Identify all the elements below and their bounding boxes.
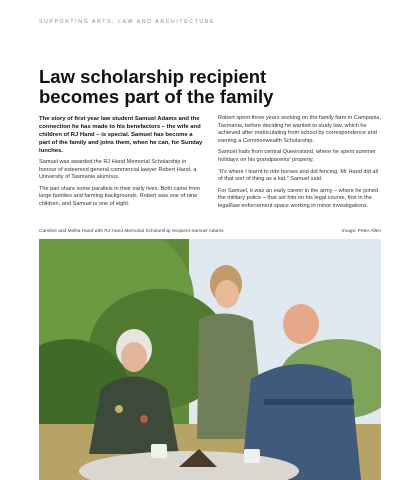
body-paragraph: For Samuel, it was an early career in the army – where he joined the military police – that set him on his legal course, first in the legal/law enforcement space working in minor investigations.	[218, 187, 379, 209]
article-headline: Law scholarship recipient becomes part of the family	[39, 66, 274, 107]
photo-illustration	[39, 239, 381, 480]
lead-paragraph: The story of first year law student Samuel Adams and the connection he has made to his benefactors – the wife and children of RJ Hand – is special. Samuel has become a part of the family and joins them, when he can, for Sunday lunches.	[39, 116, 203, 154]
body-paragraph: The pair share some parallels in their early lives. Both came from large families and farming backgrounds. Robert was one of nine children, and Samuel is one of eight.	[39, 185, 201, 207]
article-photo	[39, 239, 381, 480]
quote-paragraph: “It’s where I learnt to ride horses and did fencing. Mr Hand did all of that sort of thing as a kid,” Samuel said.	[218, 168, 379, 183]
body-paragraph: Samuel hails from central Queensland, where he spent summer holidays on his grandparents' property.	[218, 149, 376, 163]
photo-credit: Image: Peter Allen	[341, 229, 381, 234]
body-paragraph: Samuel was awarded the RJ Hand Memorial Scholarship in honour of esteemed general commercial lawyer Robert Hand, a University of Tasmania alumnus.	[39, 159, 197, 181]
photo-caption-row	[39, 229, 381, 234]
right-column	[218, 115, 383, 215]
left-column	[39, 115, 204, 213]
photo-caption: Caroline and Melita Hand with RJ Hand Memorial Scholarship recipient Samuel Adams	[39, 229, 224, 234]
body-paragraph: Robert spent three years working on the family farm in Campania, Tasmania, before deciding he wanted to study law, which he achieved after matriculating from school by correspondence and earning a Commonwealth Scholarship.	[218, 115, 381, 144]
section-label: SUPPORTING ARTS, LAW AND ARCHITECTURE	[39, 19, 216, 25]
